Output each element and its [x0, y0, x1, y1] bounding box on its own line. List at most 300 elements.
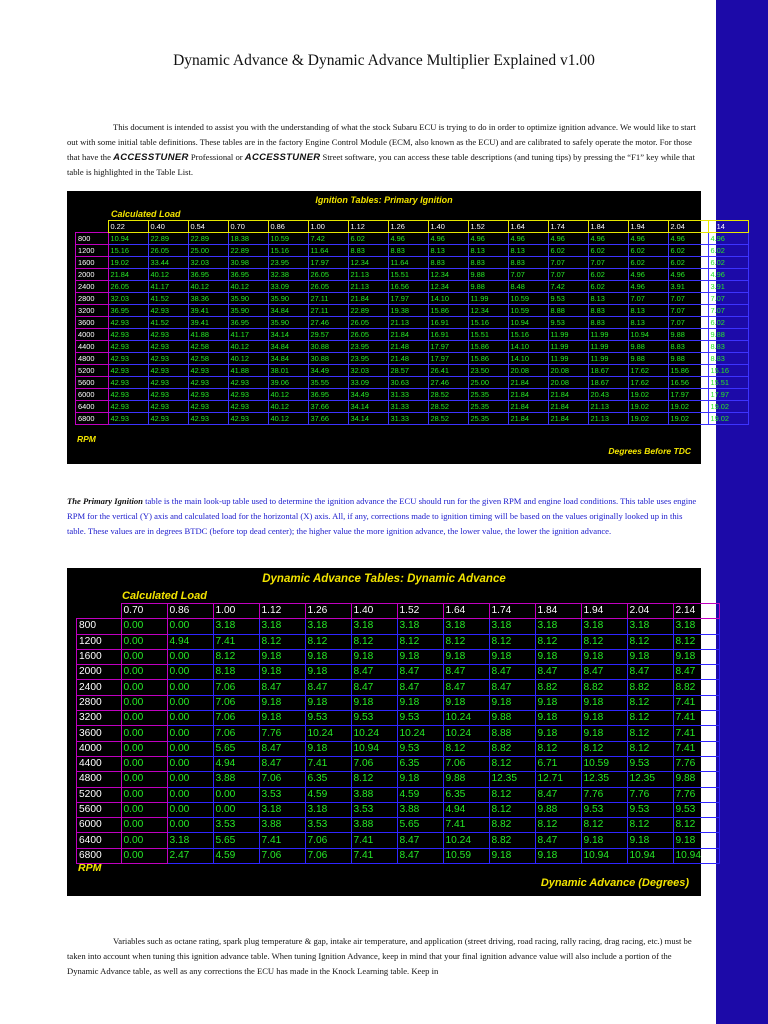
table-row: [77, 802, 720, 817]
value-cell: 17.97: [388, 293, 428, 305]
value-cell: 0.00: [121, 772, 167, 787]
value-cell: 3.91: [708, 281, 748, 293]
value-cell: 10.59: [508, 305, 548, 317]
value-cell: 33.09: [268, 281, 308, 293]
value-cell: 6.02: [708, 245, 748, 257]
value-cell: 28.57: [388, 365, 428, 377]
value-cell: 10.24: [351, 726, 397, 741]
value-cell: 9.18: [397, 649, 443, 664]
value-cell: 40.12: [188, 281, 228, 293]
value-cell: 9.18: [351, 649, 397, 664]
value-cell: 0.00: [213, 787, 259, 802]
value-cell: 8.83: [428, 257, 468, 269]
table-row: [76, 413, 749, 425]
value-cell: 0.00: [121, 634, 167, 649]
value-cell: 11.99: [548, 341, 588, 353]
value-cell: 0.00: [121, 649, 167, 664]
value-cell: 0.00: [121, 833, 167, 848]
x-axis-label: Calculated Load: [111, 209, 181, 219]
value-cell: 42.93: [188, 377, 228, 389]
y-axis-label: RPM: [78, 862, 102, 874]
value-cell: 10.94: [508, 317, 548, 329]
value-cell: 42.93: [108, 365, 148, 377]
value-cell: 7.06: [443, 756, 489, 771]
value-cell: 36.95: [188, 269, 228, 281]
value-cell: 9.88: [673, 772, 719, 787]
value-cell: 26.05: [348, 317, 388, 329]
value-cell: 3.18: [259, 619, 305, 634]
value-cell: 9.53: [548, 317, 588, 329]
value-cell: 31.33: [388, 401, 428, 413]
table-row: [77, 711, 720, 726]
value-cell: 9.88: [668, 353, 708, 365]
value-cell: 0.00: [121, 619, 167, 634]
value-cell: 0.00: [121, 741, 167, 756]
value-cell: 8.47: [443, 680, 489, 695]
value-cell: 16.56: [388, 281, 428, 293]
rpm-cell: 6800: [76, 413, 109, 425]
value-cell: 8.47: [259, 756, 305, 771]
value-cell: 22.89: [348, 305, 388, 317]
value-cell: 9.88: [443, 772, 489, 787]
value-cell: 6.02: [708, 257, 748, 269]
value-cell: 42.93: [108, 317, 148, 329]
value-cell: 10.24: [397, 726, 443, 741]
value-cell: 36.95: [308, 389, 348, 401]
value-cell: 25.35: [468, 413, 508, 425]
value-cell: 10.94: [627, 848, 673, 863]
value-cell: 6.02: [668, 245, 708, 257]
value-cell: 21.84: [548, 401, 588, 413]
corner-cell: [77, 604, 122, 619]
value-cell: 8.47: [259, 680, 305, 695]
value-cell: 8.12: [351, 772, 397, 787]
load-header-cell: 1.12: [259, 604, 305, 619]
value-cell: 9.53: [397, 711, 443, 726]
primary-ignition-paragraph: [67, 494, 697, 539]
value-cell: 8.13: [628, 305, 668, 317]
value-cell: 8.12: [581, 741, 627, 756]
value-cell: 17.97: [428, 341, 468, 353]
value-cell: 9.18: [397, 695, 443, 710]
value-cell: 0.00: [167, 756, 213, 771]
value-cell: 12.35: [627, 772, 673, 787]
value-cell: 6.02: [628, 257, 668, 269]
value-cell: 8.88: [548, 305, 588, 317]
value-cell: 4.96: [708, 233, 748, 245]
value-cell: 3.18: [535, 619, 581, 634]
load-header-cell: 1.52: [468, 221, 508, 233]
unit-label: Degrees Before TDC: [608, 446, 691, 456]
value-cell: 0.00: [121, 756, 167, 771]
value-cell: 26.41: [428, 365, 468, 377]
value-cell: 7.06: [305, 848, 351, 863]
value-cell: 4.96: [508, 233, 548, 245]
value-cell: 8.12: [581, 634, 627, 649]
value-cell: 8.13: [628, 317, 668, 329]
value-cell: 42.93: [108, 341, 148, 353]
value-cell: 7.06: [213, 711, 259, 726]
value-cell: 8.12: [489, 787, 535, 802]
value-cell: 10.59: [581, 756, 627, 771]
value-cell: 36.95: [228, 317, 268, 329]
intro-paragraph: [67, 120, 697, 180]
value-cell: 3.18: [443, 619, 489, 634]
value-cell: 34.14: [348, 401, 388, 413]
value-cell: 32.03: [348, 365, 388, 377]
header-row: [77, 604, 720, 619]
load-header-cell: 1.94: [581, 604, 627, 619]
value-cell: 9.53: [548, 293, 588, 305]
value-cell: 36.95: [108, 305, 148, 317]
value-cell: 9.18: [259, 649, 305, 664]
value-cell: 3.18: [351, 619, 397, 634]
value-cell: 42.93: [108, 329, 148, 341]
value-cell: 39.41: [188, 317, 228, 329]
value-cell: 34.84: [268, 305, 308, 317]
rpm-cell: 4800: [77, 772, 122, 787]
table-row: [77, 695, 720, 710]
value-cell: 17.97: [668, 389, 708, 401]
value-cell: 6.02: [588, 245, 628, 257]
load-header-cell: 1.74: [548, 221, 588, 233]
value-cell: 15.16: [108, 245, 148, 257]
value-cell: 8.82: [627, 680, 673, 695]
value-cell: 8.82: [489, 833, 535, 848]
value-cell: 7.06: [305, 833, 351, 848]
value-cell: 8.12: [627, 741, 673, 756]
value-cell: 9.18: [581, 726, 627, 741]
value-cell: 35.90: [228, 293, 268, 305]
value-cell: 30.98: [228, 257, 268, 269]
value-cell: 3.88: [213, 772, 259, 787]
value-cell: 8.83: [348, 245, 388, 257]
value-cell: 7.76: [673, 756, 719, 771]
value-cell: 40.12: [268, 413, 308, 425]
value-cell: 7.41: [305, 756, 351, 771]
value-cell: 0.00: [167, 619, 213, 634]
value-cell: 9.88: [628, 353, 668, 365]
rpm-cell: 2000: [77, 665, 122, 680]
value-cell: 23.50: [468, 365, 508, 377]
value-cell: 0.00: [167, 818, 213, 833]
value-cell: 9.18: [673, 649, 719, 664]
value-cell: 3.18: [627, 619, 673, 634]
value-cell: 22.89: [188, 233, 228, 245]
rpm-cell: 4000: [77, 741, 122, 756]
table-row: [77, 634, 720, 649]
value-cell: 0.00: [121, 787, 167, 802]
rpm-cell: 6400: [77, 833, 122, 848]
rpm-cell: 5200: [77, 787, 122, 802]
value-cell: 10.24: [305, 726, 351, 741]
value-cell: 9.18: [305, 695, 351, 710]
value-cell: 7.06: [259, 772, 305, 787]
value-cell: 8.48: [508, 281, 548, 293]
value-cell: 42.93: [148, 365, 188, 377]
value-cell: 36.95: [228, 269, 268, 281]
value-cell: 30.88: [308, 341, 348, 353]
value-cell: 8.13: [428, 245, 468, 257]
value-cell: 27.11: [308, 305, 348, 317]
table-row: [77, 665, 720, 680]
value-cell: 11.99: [588, 353, 628, 365]
value-cell: 34.49: [308, 365, 348, 377]
value-cell: 8.47: [489, 680, 535, 695]
value-cell: 9.53: [627, 756, 673, 771]
value-cell: 21.84: [508, 401, 548, 413]
value-cell: 9.18: [443, 695, 489, 710]
value-cell: 20.43: [588, 389, 628, 401]
value-cell: 8.83: [468, 257, 508, 269]
value-cell: 17.97: [428, 353, 468, 365]
rpm-cell: 3200: [77, 711, 122, 726]
value-cell: 15.86: [468, 341, 508, 353]
value-cell: 0.00: [167, 741, 213, 756]
value-cell: 42.93: [188, 401, 228, 413]
value-cell: 21.13: [588, 401, 628, 413]
rpm-cell: 3600: [76, 317, 109, 329]
value-cell: 8.83: [508, 257, 548, 269]
value-cell: 6.02: [628, 245, 668, 257]
value-cell: 7.41: [673, 726, 719, 741]
table-row: [77, 818, 720, 833]
value-cell: 9.18: [259, 711, 305, 726]
value-cell: 42.93: [148, 329, 188, 341]
value-cell: 0.00: [121, 665, 167, 680]
value-cell: 42.93: [188, 365, 228, 377]
value-cell: 22.89: [228, 245, 268, 257]
accesstuner-logo: ACCESSTUNER: [113, 152, 189, 163]
value-cell: 42.93: [148, 353, 188, 365]
value-cell: 42.93: [148, 305, 188, 317]
value-cell: 19.02: [708, 401, 748, 413]
value-cell: 12.34: [428, 269, 468, 281]
value-cell: 15.16: [708, 365, 748, 377]
table-row: [77, 619, 720, 634]
rpm-cell: 3200: [76, 305, 109, 317]
value-cell: 8.83: [668, 341, 708, 353]
value-cell: 19.02: [668, 401, 708, 413]
value-cell: 9.18: [535, 848, 581, 863]
value-cell: 39.06: [268, 377, 308, 389]
value-cell: 31.33: [388, 389, 428, 401]
value-cell: 8.12: [627, 726, 673, 741]
value-cell: 16.91: [428, 329, 468, 341]
value-cell: 8.83: [388, 245, 428, 257]
value-cell: 42.58: [188, 341, 228, 353]
value-cell: 38.36: [188, 293, 228, 305]
value-cell: 0.00: [121, 680, 167, 695]
value-cell: 9.18: [443, 649, 489, 664]
value-cell: 7.06: [213, 726, 259, 741]
value-cell: 9.18: [627, 833, 673, 848]
value-cell: 6.35: [443, 787, 489, 802]
rpm-cell: 2400: [77, 680, 122, 695]
value-cell: 29.57: [308, 329, 348, 341]
value-cell: 10.94: [628, 329, 668, 341]
value-cell: 8.88: [489, 726, 535, 741]
value-cell: 8.47: [305, 680, 351, 695]
value-cell: 10.24: [443, 711, 489, 726]
value-cell: 8.47: [259, 741, 305, 756]
value-cell: 15.51: [468, 329, 508, 341]
rpm-cell: 4800: [76, 353, 109, 365]
table-title: Ignition Tables: Primary Ignition: [315, 195, 453, 205]
value-cell: 10.59: [268, 233, 308, 245]
value-cell: 4.94: [213, 756, 259, 771]
value-cell: 8.12: [627, 634, 673, 649]
value-cell: 37.66: [308, 401, 348, 413]
value-cell: 9.53: [397, 741, 443, 756]
table-row: [76, 377, 749, 389]
value-cell: 8.47: [397, 833, 443, 848]
value-cell: 34.14: [268, 329, 308, 341]
value-cell: 32.03: [188, 257, 228, 269]
value-cell: 8.47: [535, 833, 581, 848]
value-cell: 7.07: [668, 305, 708, 317]
value-cell: 12.34: [428, 281, 468, 293]
value-cell: 8.12: [627, 818, 673, 833]
value-cell: 27.46: [428, 377, 468, 389]
value-cell: 8.82: [489, 818, 535, 833]
value-cell: 0.00: [121, 818, 167, 833]
value-cell: 10.24: [443, 726, 489, 741]
value-cell: 14.10: [428, 293, 468, 305]
value-cell: 42.93: [188, 389, 228, 401]
value-cell: 40.12: [228, 341, 268, 353]
value-cell: 4.94: [443, 802, 489, 817]
value-cell: 0.00: [167, 772, 213, 787]
table-row: [76, 257, 749, 269]
value-cell: 3.18: [305, 619, 351, 634]
corner-cell: [76, 221, 109, 233]
value-cell: 4.59: [213, 848, 259, 863]
rpm-cell: 6000: [76, 389, 109, 401]
value-cell: 8.13: [508, 245, 548, 257]
value-cell: 10.59: [508, 293, 548, 305]
value-cell: 3.88: [259, 818, 305, 833]
value-cell: 9.88: [668, 329, 708, 341]
value-cell: 9.18: [627, 649, 673, 664]
load-header-cell: 1.12: [348, 221, 388, 233]
value-cell: 6.02: [548, 245, 588, 257]
value-cell: 6.02: [588, 281, 628, 293]
value-cell: 26.05: [148, 245, 188, 257]
dynamic-advance-table-box: [67, 568, 701, 896]
value-cell: 7.06: [213, 680, 259, 695]
value-cell: 0.00: [121, 848, 167, 863]
rpm-cell: 3600: [77, 726, 122, 741]
value-cell: 40.12: [228, 281, 268, 293]
document-title: Dynamic Advance & Dynamic Advance Multiplier Explained v1.00: [173, 52, 595, 69]
value-cell: 7.07: [548, 269, 588, 281]
value-cell: 7.76: [581, 787, 627, 802]
value-cell: 5.65: [213, 741, 259, 756]
primary-ignition-grid: [75, 220, 749, 425]
value-cell: 14.10: [508, 353, 548, 365]
value-cell: 7.07: [668, 317, 708, 329]
table-row: [76, 389, 749, 401]
value-cell: 4.59: [305, 787, 351, 802]
value-cell: 9.53: [305, 711, 351, 726]
rpm-cell: 4400: [77, 756, 122, 771]
rpm-cell: 800: [77, 619, 122, 634]
value-cell: 42.93: [148, 401, 188, 413]
table-row: [77, 741, 720, 756]
value-cell: 8.12: [259, 634, 305, 649]
value-cell: 26.05: [108, 281, 148, 293]
value-cell: 15.86: [668, 365, 708, 377]
load-header-cell: 0.70: [228, 221, 268, 233]
value-cell: 8.47: [443, 665, 489, 680]
load-header-cell: 2.04: [627, 604, 673, 619]
value-cell: 0.00: [167, 711, 213, 726]
value-cell: 21.84: [508, 413, 548, 425]
value-cell: 42.93: [148, 377, 188, 389]
value-cell: 8.12: [535, 741, 581, 756]
load-header-cell: 1.26: [305, 604, 351, 619]
value-cell: 9.18: [305, 741, 351, 756]
value-cell: 8.12: [489, 802, 535, 817]
value-cell: 4.96: [388, 233, 428, 245]
value-cell: 42.93: [108, 401, 148, 413]
value-cell: 6.35: [305, 772, 351, 787]
value-cell: 9.88: [468, 269, 508, 281]
rpm-cell: 6000: [77, 818, 122, 833]
value-cell: 42.93: [108, 377, 148, 389]
value-cell: 42.58: [188, 353, 228, 365]
primary-ignition-table-box: [67, 191, 729, 464]
value-cell: 8.12: [305, 634, 351, 649]
value-cell: 8.12: [627, 695, 673, 710]
rpm-cell: 1600: [76, 257, 109, 269]
value-cell: 3.53: [305, 818, 351, 833]
value-cell: 8.83: [588, 317, 628, 329]
value-cell: 8.12: [535, 818, 581, 833]
rpm-cell: 1200: [76, 245, 109, 257]
value-cell: 11.64: [308, 245, 348, 257]
table-row: [77, 726, 720, 741]
value-cell: 0.00: [121, 802, 167, 817]
value-cell: 8.47: [351, 665, 397, 680]
value-cell: 19.38: [388, 305, 428, 317]
table-row: [77, 848, 720, 863]
value-cell: 7.07: [588, 257, 628, 269]
value-cell: 10.94: [108, 233, 148, 245]
value-cell: 9.18: [535, 711, 581, 726]
load-header-cell: 1.94: [628, 221, 668, 233]
value-cell: 3.91: [668, 281, 708, 293]
value-cell: 21.13: [588, 413, 628, 425]
value-cell: 8.12: [673, 818, 719, 833]
value-cell: 34.49: [348, 389, 388, 401]
value-cell: 12.34: [468, 305, 508, 317]
value-cell: 11.64: [388, 257, 428, 269]
value-cell: 8.83: [708, 353, 748, 365]
value-cell: 19.02: [628, 389, 668, 401]
value-cell: 35.90: [268, 317, 308, 329]
value-cell: 10.94: [351, 741, 397, 756]
value-cell: 3.18: [673, 619, 719, 634]
value-cell: 27.46: [308, 317, 348, 329]
value-cell: 9.88: [708, 329, 748, 341]
value-cell: 9.53: [581, 802, 627, 817]
value-cell: 42.93: [108, 353, 148, 365]
value-cell: 12.35: [581, 772, 627, 787]
table-row: [76, 281, 749, 293]
value-cell: 21.84: [388, 329, 428, 341]
